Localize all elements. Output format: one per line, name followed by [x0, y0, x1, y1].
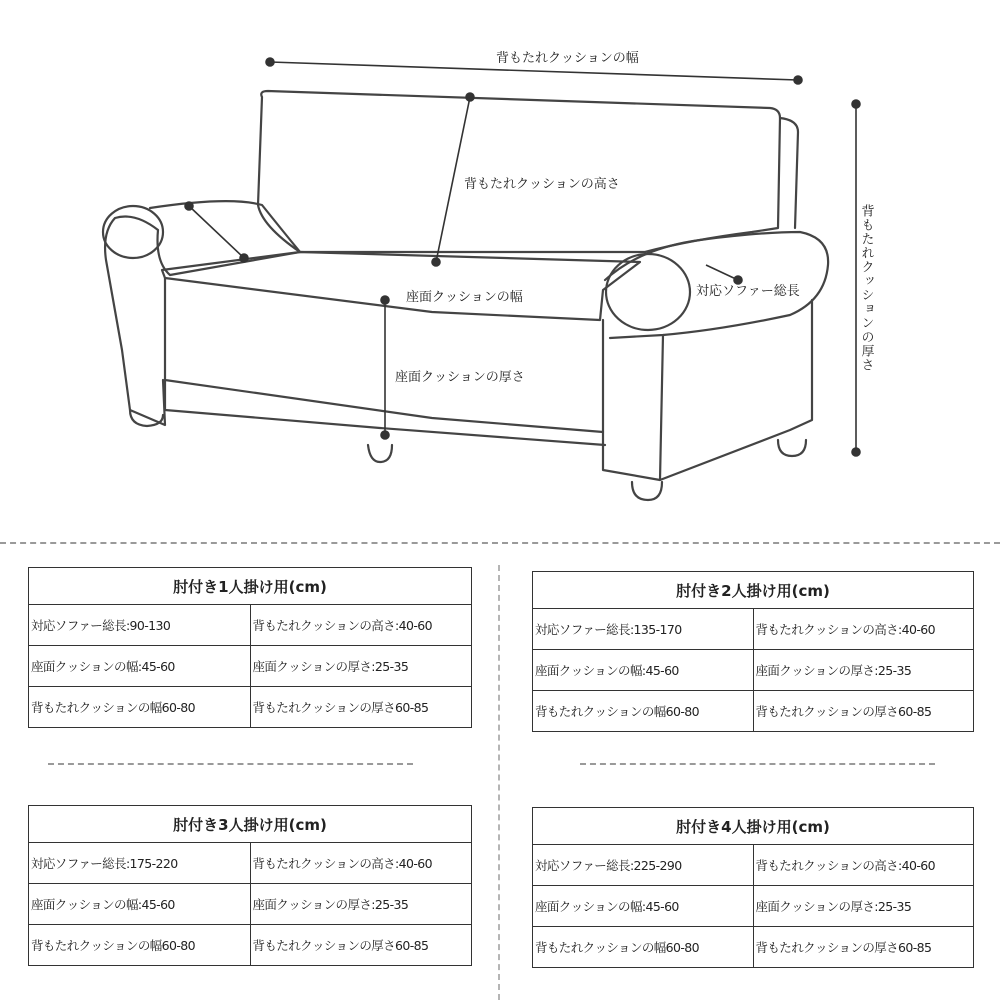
table-row: [29, 925, 472, 966]
table-cell: 背もたれクッションの高さ:40-60: [250, 843, 472, 884]
table-cell: 背もたれクッションの厚さ60-85: [250, 687, 472, 728]
table-cell: 座面クッションの厚さ:25-35: [753, 650, 974, 691]
table-row: [29, 843, 472, 884]
table-cell: 背もたれクッションの高さ:40-60: [753, 845, 974, 886]
table-cell: 座面クッションの厚さ:25-35: [753, 886, 974, 927]
spec-table-1-seat: [28, 567, 472, 728]
sofa-foot: [632, 482, 662, 500]
label-back-height: 背もたれクッションの高さ: [464, 177, 620, 192]
sofa-foot: [778, 440, 806, 456]
table-cell: 背もたれクッションの高さ:40-60: [753, 609, 974, 650]
table-row: [29, 687, 472, 728]
section-divider-left: [48, 763, 413, 765]
table-cell: 座面クッションの幅:45-60: [533, 886, 754, 927]
table-cell: 対応ソファー総長:135-170: [533, 609, 754, 650]
spec-table-4-seat: [532, 807, 974, 968]
table-cell: 背もたれクッションの厚さ60-85: [753, 927, 974, 968]
table-cell: 背もたれクッションの厚さ60-85: [250, 925, 472, 966]
table-cell: 対応ソファー総長:90-130: [29, 605, 251, 646]
table-row: [533, 886, 974, 927]
table-cell: 座面クッションの厚さ:25-35: [250, 884, 472, 925]
horizontal-divider: [0, 542, 1000, 544]
label-back-width: 背もたれクッションの幅: [496, 51, 639, 66]
table-row: [533, 845, 974, 886]
section-divider-right: [580, 763, 935, 765]
table-cell: 背もたれクッションの幅60-80: [533, 691, 754, 732]
sofa-foot: [368, 445, 392, 462]
table-row: [533, 609, 974, 650]
sofa-back-cushion: [258, 91, 780, 252]
spec-table-3-seat: [28, 805, 472, 966]
table-row: [533, 650, 974, 691]
table-cell: 座面クッションの厚さ:25-35: [250, 646, 472, 687]
label-seat-thickness: 座面クッションの厚さ: [395, 370, 525, 385]
table-cell: 背もたれクッションの幅60-80: [533, 927, 754, 968]
spec-table-title: 肘付き2人掛け用(cm): [533, 572, 974, 609]
spec-table-title: 肘付き1人掛け用(cm): [29, 568, 472, 605]
table-cell: 座面クッションの幅:45-60: [29, 884, 251, 925]
vertical-divider: [498, 565, 500, 1000]
table-cell: 背もたれクッションの幅60-80: [29, 687, 251, 728]
spec-table-title: 肘付き4人掛け用(cm): [533, 808, 974, 845]
table-cell: 対応ソファー総長:175-220: [29, 843, 251, 884]
table-row: [533, 691, 974, 732]
table-row: [29, 605, 472, 646]
sofa-seat-cushion: [162, 252, 640, 320]
spec-table-title: 肘付き3人掛け用(cm): [29, 806, 472, 843]
table-cell: 背もたれクッションの幅60-80: [29, 925, 251, 966]
table-cell: 背もたれクッションの高さ:40-60: [250, 605, 472, 646]
label-back-thickness: 背もたれクッションの厚さ: [858, 204, 874, 372]
label-seat-width: 座面クッションの幅: [406, 290, 523, 305]
table-row: [29, 884, 472, 925]
table-cell: 座面クッションの幅:45-60: [533, 650, 754, 691]
table-row: [533, 927, 974, 968]
table-cell: 対応ソファー総長:225-290: [533, 845, 754, 886]
spec-table-2-seat: [532, 571, 974, 732]
table-row: [29, 646, 472, 687]
table-cell: 背もたれクッションの厚さ60-85: [753, 691, 974, 732]
table-cell: 座面クッションの幅:45-60: [29, 646, 251, 687]
label-sofa-length: 対応ソファー総長: [696, 284, 800, 299]
sofa-left-arm: [105, 201, 300, 425]
